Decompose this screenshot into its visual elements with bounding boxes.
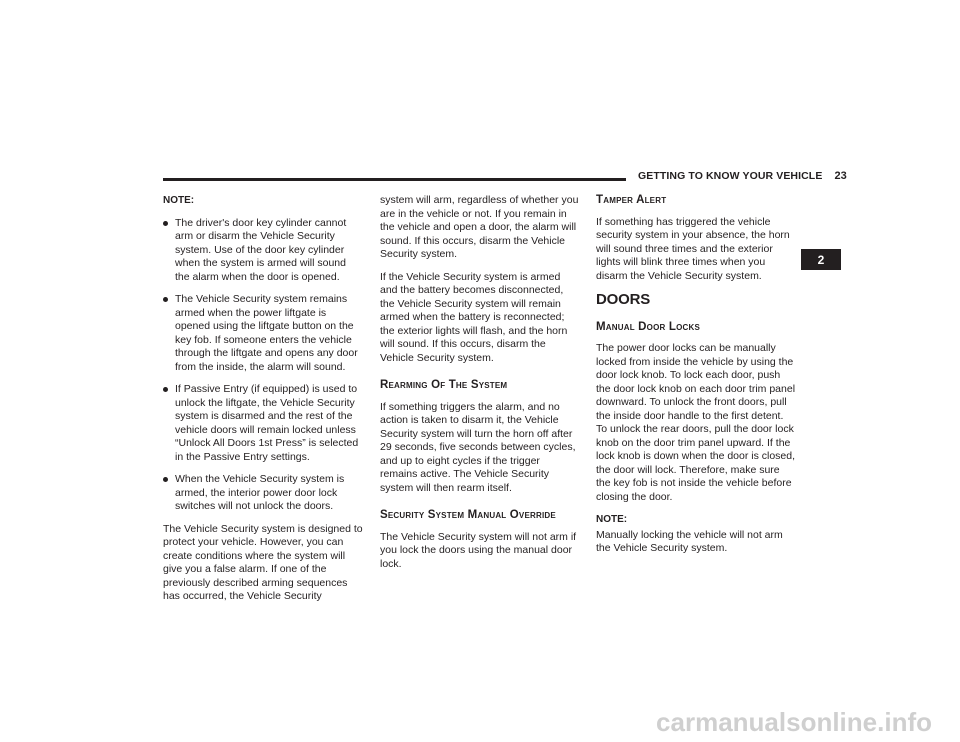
note-label: NOTE: (596, 514, 628, 525)
manual-override-heading: Security System Manual Override (380, 509, 556, 521)
note-label: NOTE: (163, 195, 195, 206)
column-1 (163, 194, 363, 613)
body-paragraph: If the Vehicle Security system is armed and the battery becomes disconnected, the Vehicle Security system will remain armed when the battery is reconnected; the exterior lights will flash, and the horn will sound. If this occurs, disarm the Vehicle Security system. (380, 270, 568, 364)
chapter-tab: 2 (801, 249, 841, 270)
note-text: Manually locking the vehicle will not arm the Vehicle Security system. (596, 528, 783, 554)
body-paragraph: If something has triggered the vehicle security system in your absence, the horn will sound three times and the exterior lights will blink three times when you disarm the Vehicle Security system. (596, 215, 790, 282)
running-header (638, 170, 847, 182)
chapter-title: GETTING TO KNOW YOUR VEHICLE (638, 170, 823, 182)
body-paragraph: The Vehicle Security system is designed to protect your vehicle. However, you can create conditions where the system will give you a false alarm. If one of the previously described arming sequences has occurred, the Vehicle Security (163, 522, 363, 602)
bullet-icon (163, 477, 168, 482)
page-number: 23 (834, 170, 847, 182)
list-item: When the Vehicle Security system is armed, the interior power door lock switches will not unlock the doors. (163, 473, 363, 514)
body-paragraph: The power door locks can be manually locked from inside the vehicle by using the door lock knob. To lock each door, push the door lock knob on each door trim panel downward. To unlock the front doors, pull the inside door handle to the first detent. To unlock the rear doors, pull the door lock knob on the door trim panel upward. If the lock knob is down when the door is closed, the door will lock. Therefore, make sure the key fob is not inside the vehicle before closing the door. (596, 342, 796, 503)
doors-section-title: DOORS (596, 291, 651, 308)
manual-door-locks-heading: Manual Door Locks (596, 320, 701, 333)
tamper-alert-heading: Tamper Alert (596, 194, 667, 206)
column-3 (596, 194, 796, 565)
header-rule (163, 178, 626, 181)
column-2 (380, 194, 580, 580)
bullet-icon (163, 387, 168, 392)
list-item: The driver's door key cylinder cannot arm or disarm the Vehicle Security system. Use of the door key cylinder when the system is armed will sound the alarm when the door is opened. (163, 217, 363, 285)
body-paragraph: system will arm, regardless of whether you are in the vehicle or not. If you remain in the vehicle and open a door, the alarm will sound. If this occurs, disarm the Vehicle Security system. (380, 194, 579, 260)
list-item: If Passive Entry (if equipped) is used to unlock the liftgate, the Vehicle Security system is disarmed and the rest of the vehicle doors will remain locked unless “Unlock All Doors 1st Press” is selected in the Passive Entry settings. (163, 383, 363, 464)
body-paragraph: The Vehicle Security system will not arm if you lock the doors using the manual door lock. (380, 530, 577, 570)
watermark: carmanualsonline.info (656, 707, 932, 737)
bullet-icon (163, 221, 168, 226)
body-paragraph: If something triggers the alarm, and no action is taken to disarm it, the Vehicle Security system will turn the horn off after 29 seconds, five seconds between cycles, and up to eight cycles if the trigger remains active. The Vehicle Security system will then rearm itself. (380, 400, 576, 494)
bullet-icon (163, 297, 168, 302)
rearming-heading: Rearming Of The System (380, 379, 508, 391)
list-item: The Vehicle Security system remains armed when the power liftgate is opened using the liftgate button on the key fob. If someone enters the vehicle through the liftgate and opens any door from the inside, the alarm will sound. (163, 293, 363, 374)
